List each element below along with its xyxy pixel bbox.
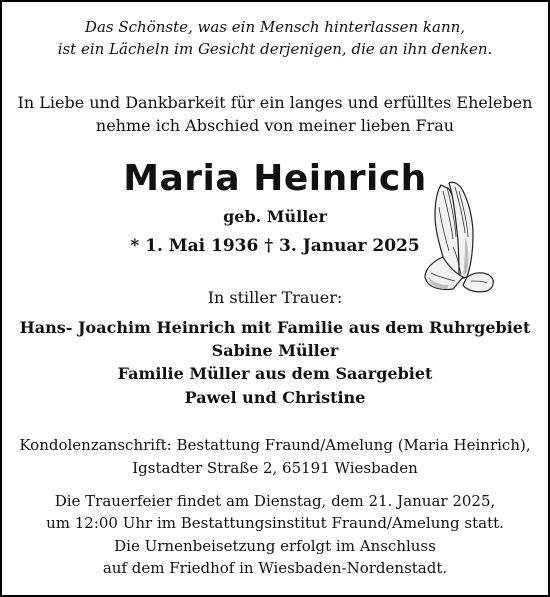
deceased-name: Maria Heinrich [123,158,427,199]
mourners-heading: In stiller Trauer: [207,288,343,307]
quote-line-1: Das Schönste, was ein Mensch hinterlassen kann, [84,18,466,36]
mourner-line-3: Familie Müller aus dem Saargebiet [117,364,433,383]
mourner-line-4: Pawel und Christine [184,388,366,407]
quote-line-2: ist ein Lächeln im Gesicht derjenigen, die an ihn denken. [57,40,493,58]
condolence-line-1: Kondolenzanschrift: Bestattung Fraund/Amelung (Maria Heinrich), [19,436,531,454]
funeral-line-4: auf dem Friedhof in Wiesbaden-Nordenstadt. [102,559,448,577]
birth-name: geb. Müller [223,207,327,226]
funeral-line-1: Die Trauerfeier findet am Dienstag, dem 21. Januar 2025, [54,492,496,510]
intro-line-1: In Liebe und Dankbarkeit für ein langes und erfülltes Eheleben [17,93,533,112]
funeral-line-3: Die Urnenbeisetzung erfolgt im Anschluss [114,537,436,555]
funeral-line-2: um 12:00 Uhr im Bestattungsinstitut Fraund/Amelung statt. [46,514,504,532]
mourner-line-1: Hans- Joachim Heinrich mit Familie aus dem Ruhrgebiet [19,318,531,337]
praying-hands-icon [419,177,501,295]
life-dates: * 1. Mai 1936 † 3. Januar 2025 [130,236,420,256]
condolence-line-2: Igstadter Straße 2, 65191 Wiesbaden [132,459,418,477]
intro-line-2: nehme ich Abschied von meiner lieben Frau [95,116,455,135]
mourner-line-2: Sabine Müller [211,341,339,360]
